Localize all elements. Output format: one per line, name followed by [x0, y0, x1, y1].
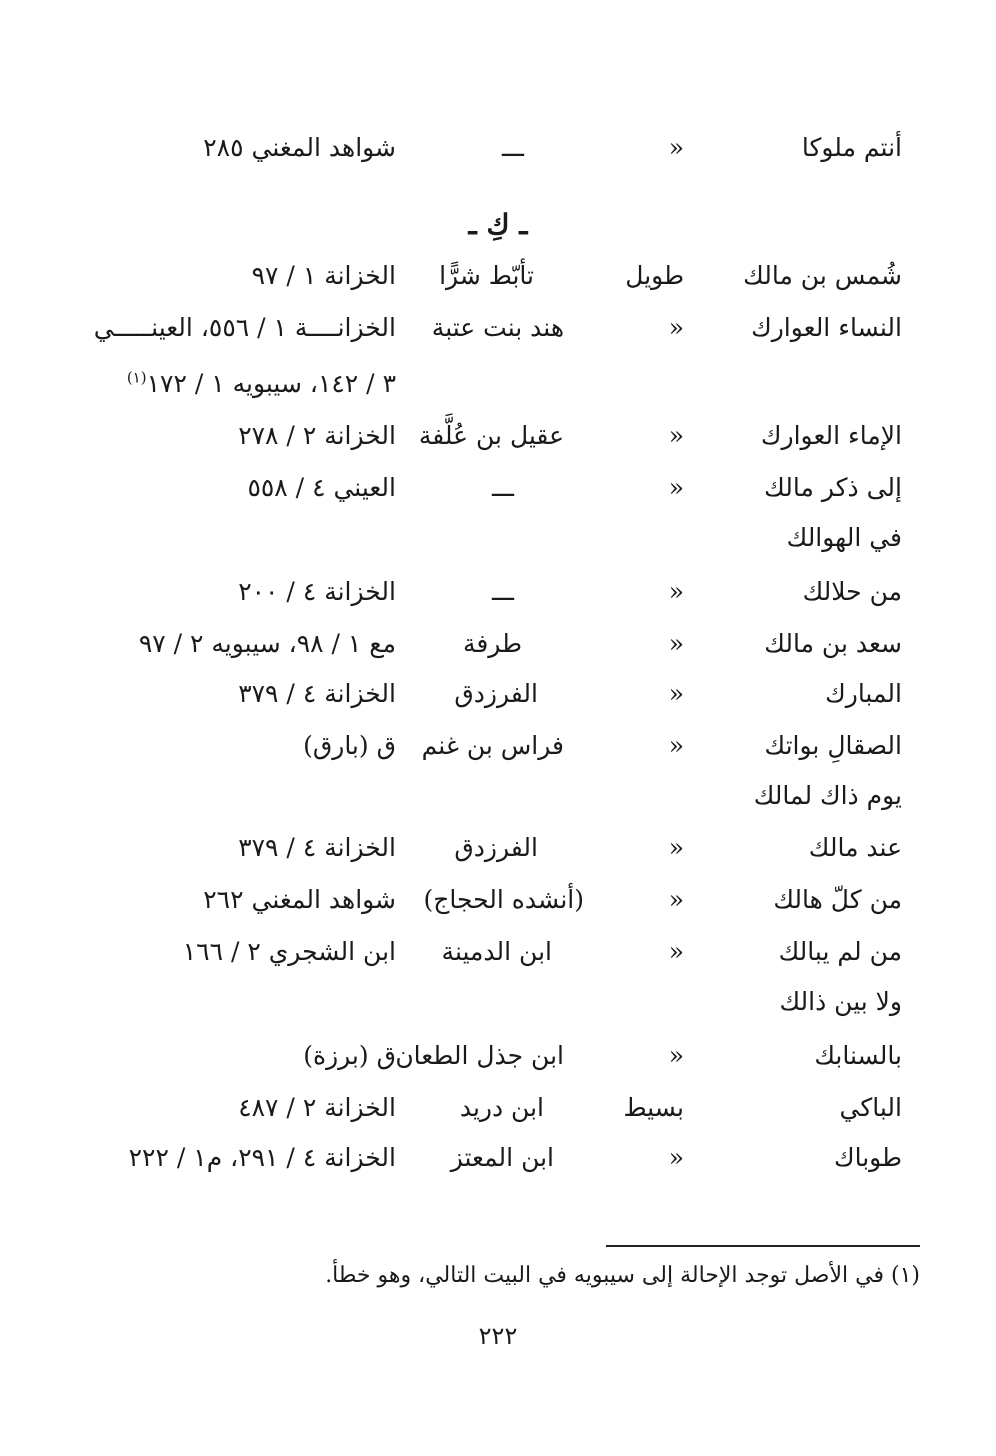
meter-cell: «: [668, 1041, 684, 1070]
rhyme-cell: من كلّ هالك: [773, 885, 902, 914]
section-title: ـ كِ ـ: [468, 208, 528, 241]
rhyme-cell: بالسنابك: [814, 1041, 902, 1070]
meter-cell: «: [668, 133, 684, 162]
rhyme-cell: الصقالِ بواتك: [764, 731, 902, 760]
poet-cell: طرفة: [462, 629, 522, 658]
index-row-continuation: [0, 518, 996, 558]
meter-cell: «: [668, 473, 684, 502]
source-cell: العيني ٤ / ٥٥٨: [247, 473, 396, 502]
poet-cell: الفرزدق: [454, 679, 538, 708]
source-cell: الخزانة ٤ / ٣٧٩: [238, 833, 396, 862]
index-row: [0, 1138, 996, 1178]
poet-cell: الفرزدق: [454, 833, 538, 862]
meter-cell: «: [668, 1143, 684, 1172]
meter-cell: «: [668, 679, 684, 708]
rhyme-cell: الإماء العوارك: [760, 421, 902, 450]
poet-cell: ـــ: [502, 133, 524, 162]
index-row: [0, 828, 996, 868]
rhyme-cell: المبارك: [825, 679, 902, 708]
rhyme-cell: في الهوالك: [786, 523, 902, 552]
meter-cell: بسيط: [623, 1093, 684, 1122]
index-row: [0, 468, 996, 508]
source-cell: شواهد المغني ٢٨٥: [203, 133, 396, 162]
footnote-divider: [606, 1245, 920, 1247]
rhyme-cell: ولا بين ذالك: [779, 987, 902, 1016]
rhyme-cell: النساء العوارك: [751, 313, 902, 342]
index-row: [0, 932, 996, 972]
source-cell: ق (برزة): [303, 1041, 396, 1070]
index-row-top: [0, 128, 996, 168]
index-row-continuation: [0, 364, 996, 404]
meter-cell: «: [668, 937, 684, 966]
source-cell: مع ١ / ٩٨، سيبويه ٢ / ٩٧: [138, 629, 396, 658]
rhyme-cell: عند مالك: [808, 833, 902, 862]
index-row: [0, 416, 996, 456]
index-row: [0, 674, 996, 714]
source-cell: الخزانة ٢ / ٤٨٧: [238, 1093, 396, 1122]
index-row: [0, 624, 996, 664]
poet-cell: فراس بن غنم: [421, 731, 564, 760]
rhyme-cell: أنتم ملوكا: [801, 133, 902, 162]
source-cell: الخزانــــة ١ / ٥٥٦، العينـــــي: [93, 313, 396, 342]
rhyme-cell: من حلالك: [802, 577, 902, 606]
source-cell: الخزانة ٤ / ٢٠٠: [238, 577, 396, 606]
rhyme-cell: من لم يبالك: [778, 937, 902, 966]
source-cell: ق (بارق): [303, 731, 396, 760]
rhyme-cell: يوم ذاك لمالك: [753, 781, 902, 810]
index-row-continuation: [0, 982, 996, 1022]
meter-cell: «: [668, 885, 684, 914]
poet-cell: ابن دريد: [459, 1093, 544, 1122]
meter-cell: «: [668, 313, 684, 342]
poet-cell: عقيل بن عُلَّفة: [418, 421, 564, 450]
index-row: [0, 308, 996, 348]
rhyme-cell: إلى ذكر مالك: [764, 473, 902, 502]
source-cell: [127, 364, 396, 404]
source-cell: شواهد المغني ٢٦٢: [203, 885, 396, 914]
source-text: ٣ / ١٤٢، سيبويه ١ / ١٧٢: [146, 369, 396, 398]
poet-cell: (أنشده الحجاج): [423, 885, 584, 914]
rhyme-cell: طوباك: [834, 1143, 902, 1172]
meter-cell: «: [668, 833, 684, 862]
source-cell: الخزانة ٤ / ٣٧٩: [238, 679, 396, 708]
rhyme-cell: سعد بن مالك: [764, 629, 902, 658]
rhyme-cell: شُمس بن مالك: [743, 261, 902, 290]
poet-cell: تأبّط شرًّا: [439, 261, 534, 290]
poet-cell: ابن جذل الطعان: [395, 1041, 564, 1070]
index-row: [0, 1036, 996, 1076]
poet-cell: ـــ: [492, 473, 514, 502]
meter-cell: «: [668, 421, 684, 450]
index-row: [0, 572, 996, 612]
poet-cell: ـــ: [492, 577, 514, 606]
page-number: ٢٢٢: [478, 1322, 518, 1350]
footnote: (١) في الأصل توجد الإحالة إلى سيبويه في البيت التالي، وهو خطأ.: [325, 1263, 920, 1288]
meter-cell: «: [668, 577, 684, 606]
poet-cell: ابن المعتز: [450, 1143, 554, 1172]
poet-cell: ابن الدمينة: [441, 937, 552, 966]
meter-cell: «: [668, 629, 684, 658]
poet-cell: هند بنت عتبة: [431, 313, 564, 342]
source-cell: الخزانة ٢ / ٢٧٨: [238, 421, 396, 450]
footnote-reference: (١): [126, 368, 147, 387]
rhyme-cell: الباكي: [839, 1093, 902, 1122]
source-cell: الخزانة ١ / ٩٧: [251, 261, 396, 290]
index-row-continuation: [0, 776, 996, 816]
meter-cell: طويل: [625, 261, 684, 290]
index-row: [0, 256, 996, 296]
source-cell: الخزانة ٤ / ٢٩١، م١ / ٢٢٢: [128, 1143, 396, 1172]
index-row: [0, 880, 996, 920]
source-cell: ابن الشجري ٢ / ١٦٦: [182, 937, 396, 966]
index-row: [0, 1088, 996, 1128]
meter-cell: «: [668, 731, 684, 760]
index-row: [0, 726, 996, 766]
